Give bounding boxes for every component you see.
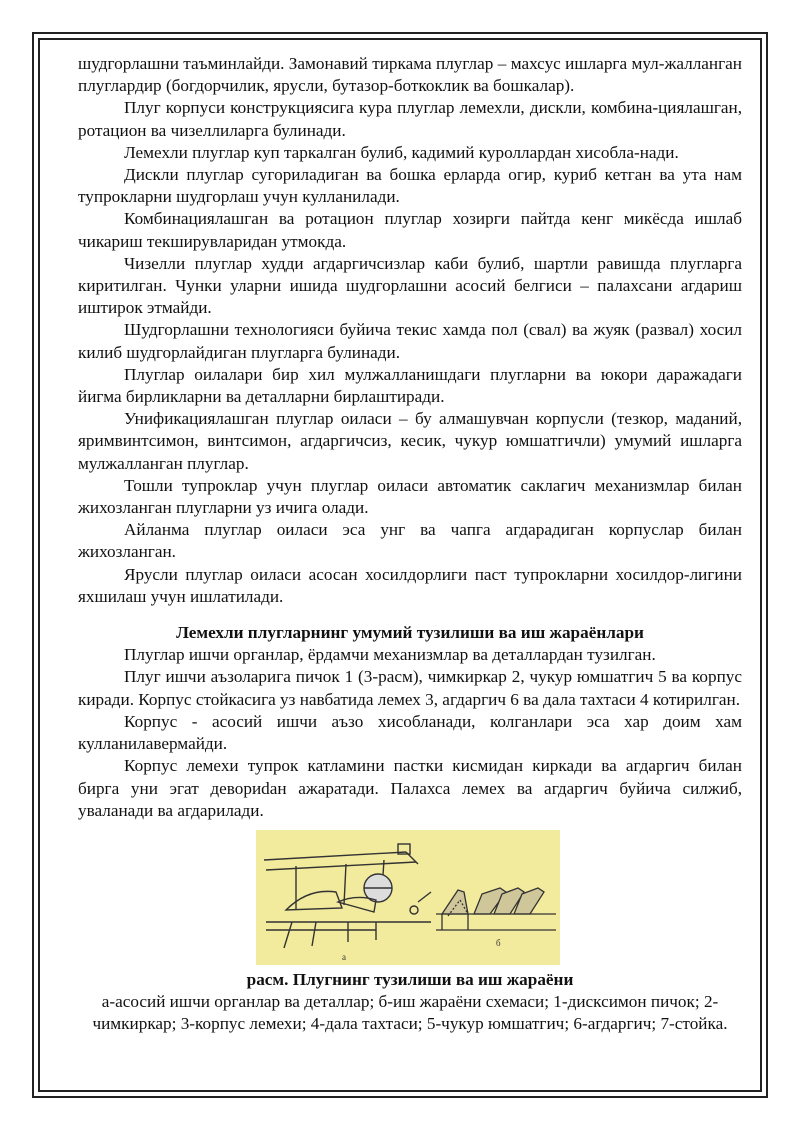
paragraph: Чизелли плуглар худди агдаргичсизлар каби булиб, шартли равишда плугларга киритилган. Чунки уларни ишида шудгорлашни асосий белгиси – палахсани агдариш иштирок этмайди. — [78, 253, 742, 318]
plough-figure — [256, 830, 560, 965]
document-body — [78, 53, 742, 1036]
paragraph: Айланма плуглар оиласи эса унг ва чапга агдарадиган корпуслар билан жихозланган. — [78, 520, 742, 562]
paragraph: Тошли тупроклар учун плуглар оиласи автоматик саклагич механизмлар билан жихозланган плугларни уз ичига олади. — [78, 475, 742, 518]
paragraph: Унификациялашган плуглар оиласи – бу алмашувчан корпусли (тезкор, маданий, яримвинтсимон, винтсимон, агдаргичсиз, кесик, чукур юмшатгичли) умумий ишларга мулжалланган плуглар. — [78, 409, 742, 473]
section-heading: Лемехли плугларнинг умумий тузилиши ва иш жараёнлари — [176, 623, 644, 643]
paragraph: шудгорлашни таъминлайди. Замонавий тиркама плуглар – махсус ишларга мул-жалланган плуглардир (богдорчилик, ярусли, бутазор-боткоклик ва бошкалар). — [78, 54, 742, 96]
paragraph: Дискли плуглар сугориладиган ва бошка ерларда огир, куриб кетган ва ута нам тупрокларни шудгорлаш учун кулланилади. — [78, 165, 742, 207]
paragraph: Плуг корпуси конструкциясигa кура плуглар лемехли, дискли, комбина-циялашган, ротацион ва чизеллиларга булинади. — [78, 98, 742, 140]
figure-label-b: б — [496, 937, 501, 948]
paragraph: Шудгорлашни технологияси буйича текис хамда пол (свал) ва жуяк (развал) хосил килиб шудгорлайдиган плугларга булинади. — [78, 320, 742, 362]
paragraph: Комбинациялашган ва ротацион плуглар хозирги пайтда кенг микёсда ишлаб чикариш текширувларидан утмокда. — [78, 209, 742, 251]
paragraph: Ярусли плуглар оиласи асосан хосилдорлиги паст тупрокларни хосилдор-лигини яхшилаш учун ишлатилади. — [78, 564, 742, 606]
paragraph: Плуглар ишчи органлар, ёрдамчи механизмлар ва деталлардан тузилган. — [124, 645, 656, 665]
paragraph: Лемехли плуглар куп таркалган булиб, кадимий куроллардан хисобла-нади. — [124, 142, 679, 162]
paragraph: Плуглар оилалари бир хил мулжалланишдаги плугларни ва юкори даражадаги йигма бирликларни ва деталларни бирлаштиради. — [78, 364, 742, 407]
paragraph: Плуг ишчи аъзоларига пичок 1 (3-расм), чимкиркар 2, чукур юмшатгич 5 ва корпус киради. Корпус стойкасига уз навбатида лемех 3, агдаргич 6 ва дала тахтаси 4 котирилган. — [78, 667, 742, 709]
figure-caption-title: расм. Плугнинг тузилиши ва иш жараёни — [246, 969, 574, 989]
paragraph: Корпус лемехи тупрок катламини пастки кисмидан киркади ва агдаргич билан бирга уни эгат девориdан ажаратади. Палахса лемех ва агдаргич буйича силжиб, уваланади ва агдарилади. — [78, 756, 742, 820]
figure-label-a: а — [342, 951, 346, 962]
figure-caption-text: а-асосий ишчи органлар ва деталлар; б-иш жараёни схемаси; 1-дисксимон пичок; 2-чимкиркар; 3-корпус лемехи; 4-дала тахтаси; 5-чукур юмшатгич; 6-агдаргич; 7-стойка. — [92, 992, 728, 1034]
paragraph: Корпус - асосий ишчи аъзо хисобланади, колганлари эса хар доим хам кулланилавермайди. — [78, 711, 742, 754]
